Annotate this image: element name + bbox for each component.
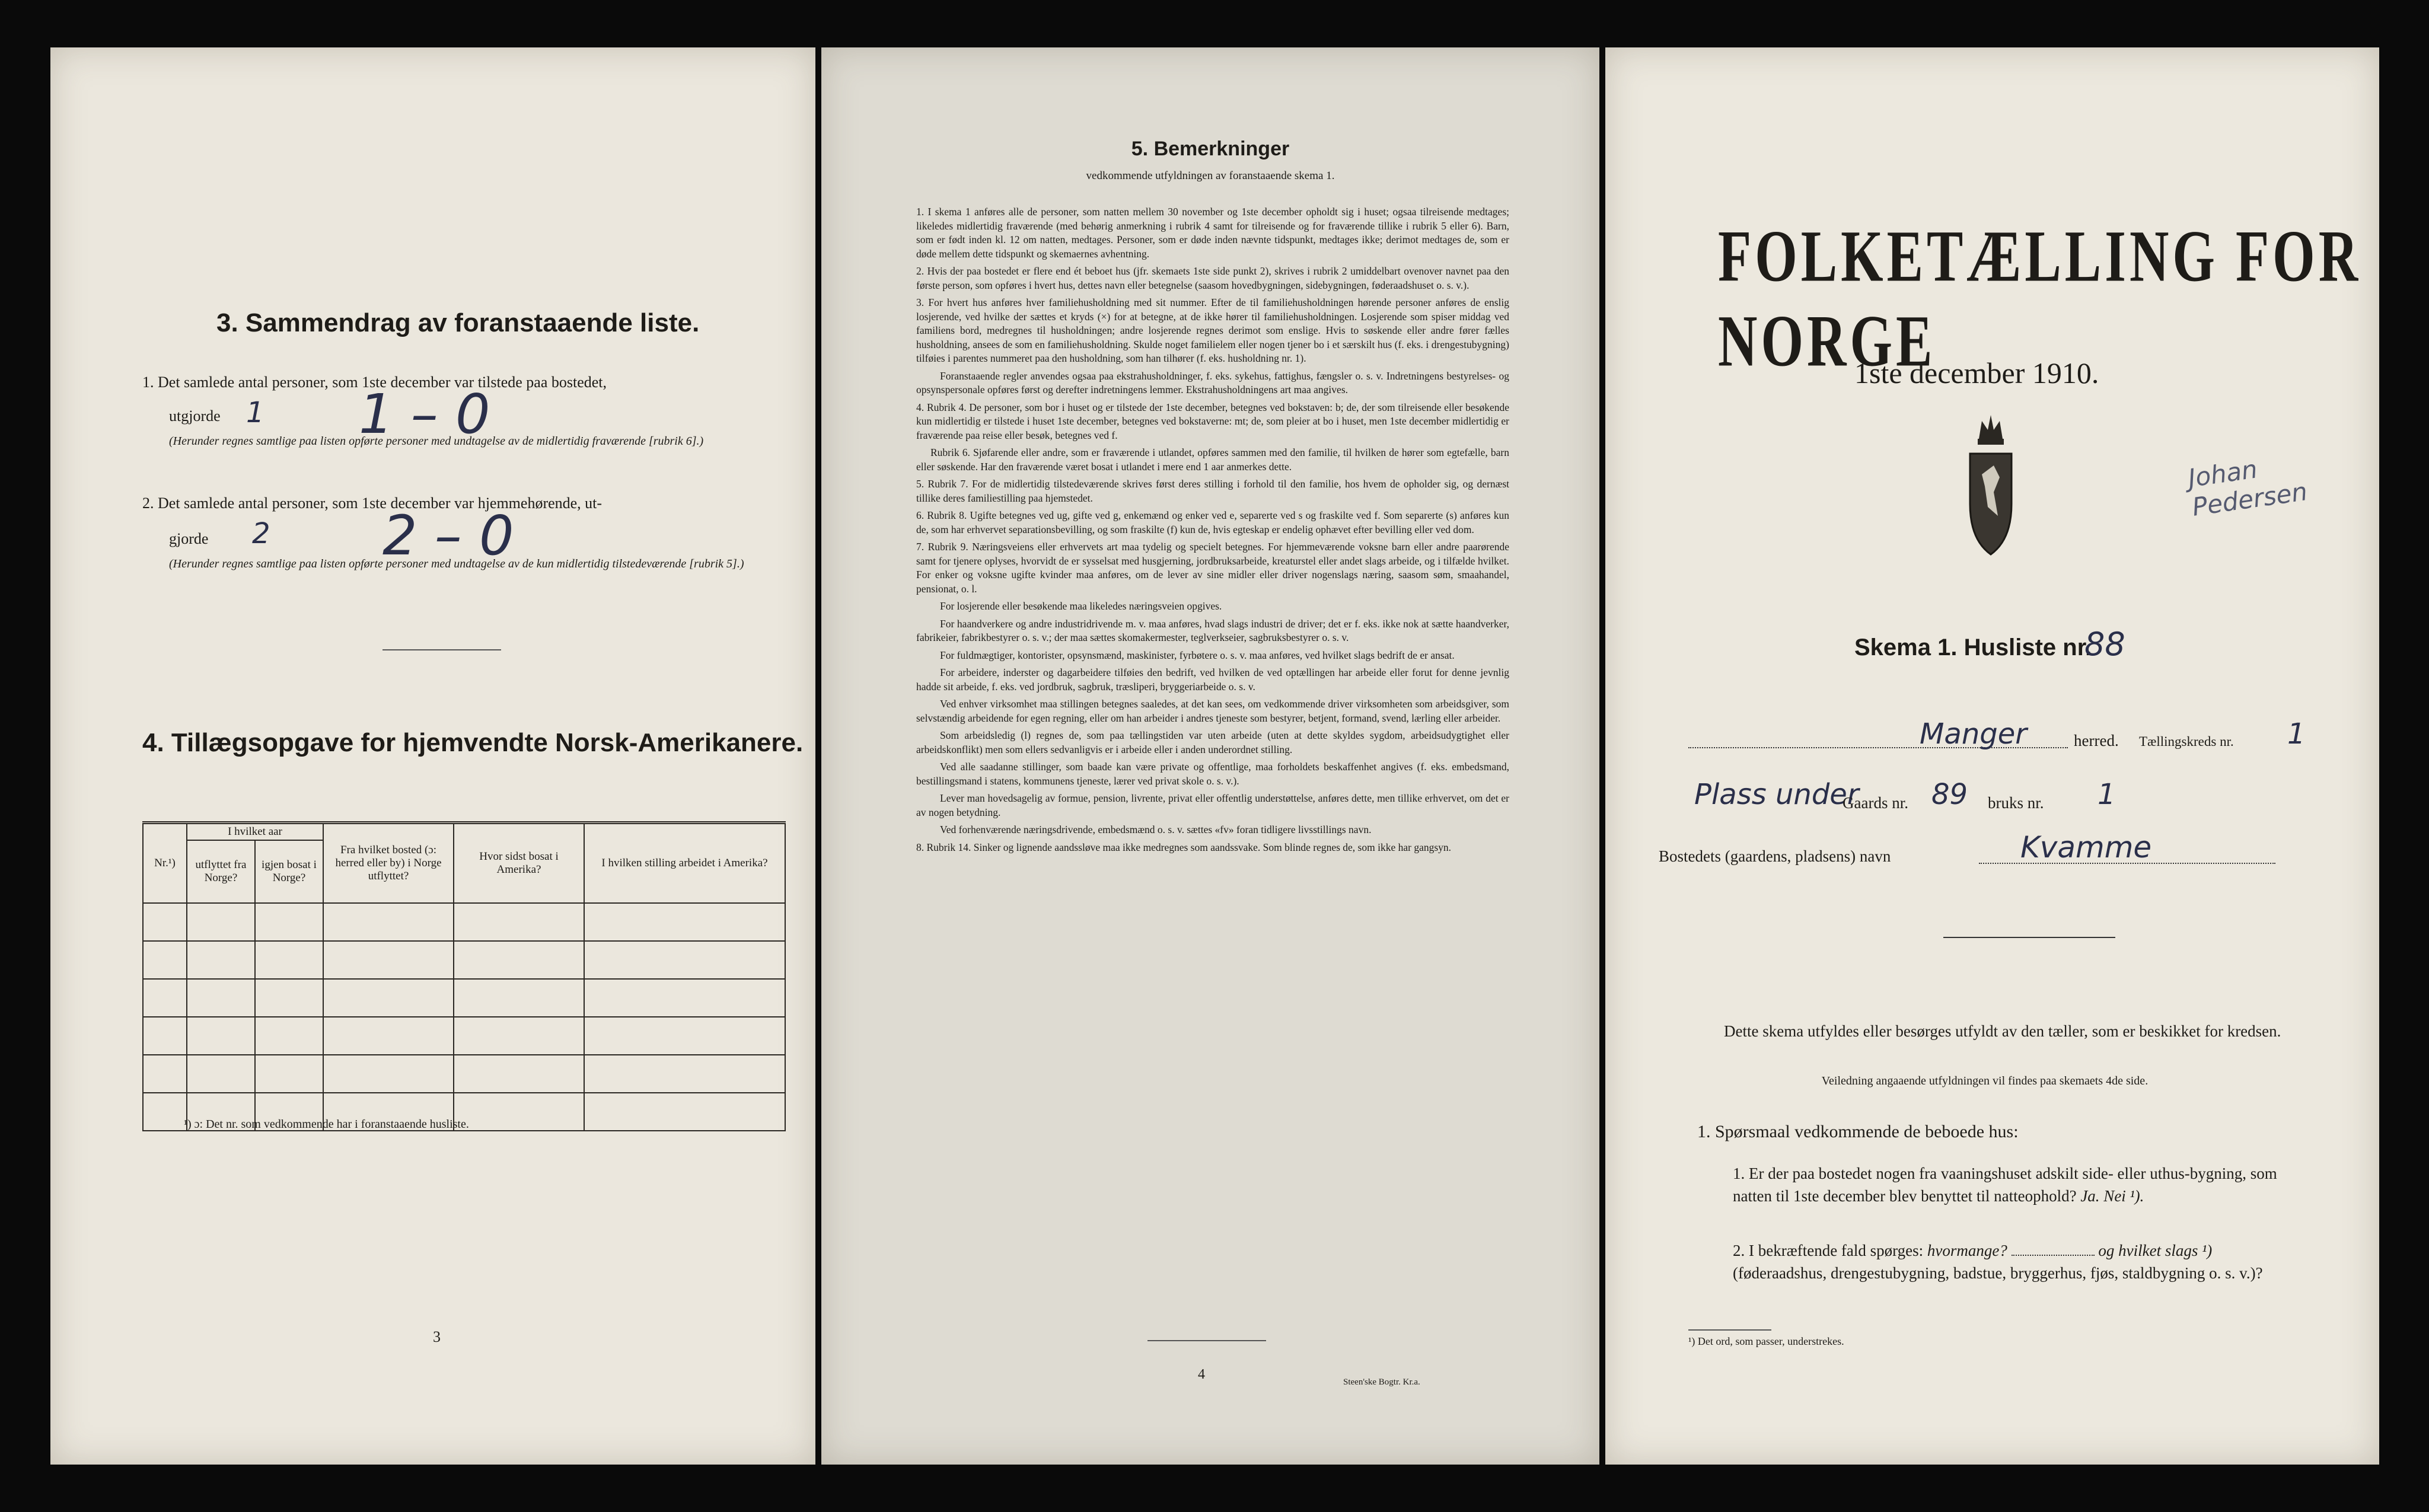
table-row xyxy=(143,903,785,941)
intro-text: Dette skema utfyldes eller besørges utfyldt av den tæller, som er beskikket for kredsen. xyxy=(1724,1022,2281,1040)
footnote-rule xyxy=(1688,1329,1771,1331)
margin-note: Johan Pedersen xyxy=(2186,454,2309,522)
item2-text: 2. Det samlede antal personer, som 1ste december var hjemmehørende, ut- xyxy=(142,495,603,512)
q1-title: 1. Spørsmaal vedkommende de beboede hus: xyxy=(1697,1122,2019,1141)
ornament-divider xyxy=(1943,937,2115,938)
page-number-4: 4 xyxy=(1198,1367,1205,1382)
bruks-value: 1 xyxy=(2098,778,2116,811)
item2-annotation: 2 – 0 xyxy=(382,504,514,567)
note-3: 3. For hvert hus anføres hver familiehusholdning med sit nummer. Efter de til familiehusholdningen hørende personer anføres de enslig losjerende, ved hvilke der sættes et kryds (×) for at betegne, at de ikke hører til familiehusholdningen. Losjerende som spiser middag ved familiens bord, medregnes til husholdningen; andre losjerende regnes derimot som enslige. Hvis to søskende eller andre fører fælles husholdning, ansees de som en familiehusholdning. Skulde noget familielem eller nogen tjener bo i et særskilt hus (f. eks. i drengestubygning) tilføies i parentes nummeret paa den husholdning, som han tilhører (f. eks. husholdning nr. 1). xyxy=(916,296,1509,364)
note-2: 2. Hvis der paa bostedet er flere end ét beboet hus (jfr. skemaets 1ste side punkt 2), skrives i rubrik 2 umiddelbart ovenover navnet paa den første person, som opføres i hvert hus, dettes navn eller betegnelse (saasom hovedbygningen, sidebygningen, føderaadshuset o. s. v.). xyxy=(916,265,1509,291)
right-page xyxy=(1605,47,2379,1465)
item2-value: 2 xyxy=(252,517,270,550)
middle-page xyxy=(821,47,1599,1465)
skema-label: Skema 1. Husliste nr. xyxy=(1854,634,2092,661)
note-7i: Lever man hovedsagelig av formue, pension, livrente, privat eller offentlig understøttelse, anføres dette, men tillike erhvervet, om det er av nogen betydning. xyxy=(916,792,1509,818)
bosted-value: Kvamme xyxy=(2020,830,2152,865)
husliste-nr: 88 xyxy=(2084,626,2125,663)
herred-value: Manger xyxy=(1920,717,2027,751)
item1-note: (Herunder regnes samtlige paa listen opførte personer med undtagelse av de midlertidig fraværende [rubrik 6].) xyxy=(169,435,704,448)
item1-label: utgjorde xyxy=(169,407,221,425)
divider xyxy=(382,649,501,650)
item2-note: (Herunder regnes samtlige paa listen opførte personer med undtagelse av de kun midlertidig tilstedeværende [rubrik 5].) xyxy=(169,557,744,570)
note-7f: Ved enhver virksomhet maa stillingen betegnes saaledes, at det kan sees, om vedkommende driver virksomheten som arbeidsgiver, som selvstændig arbeidende for egen regning, eller om han arbeider i andres tjeneste som bestyrer, betjent, formand, svend, lærling eller arbeider. xyxy=(916,698,1509,724)
q1-item1-answer: Ja. Nei ¹). xyxy=(2080,1187,2144,1205)
coat-of-arms-icon xyxy=(1961,403,2020,599)
q1-item2: 2. I bekræftende fald spørges: hvormange? og hvilket slags ¹) (føderaadshus, drengestubygning, badstue, bryggerhus, fjøs, staldbygning o. s. v.)? xyxy=(1733,1242,2263,1282)
gaards-value: 89 xyxy=(1931,778,1968,811)
table-row xyxy=(143,979,785,1017)
bosted-label: Bostedets (gaardens, pladsens) navn xyxy=(1659,847,1891,865)
bemerkninger-subtitle: vedkommende utfyldningen av foranstaaende skema 1. xyxy=(1086,170,1335,182)
middle-divider xyxy=(1147,1340,1266,1341)
left-page xyxy=(50,47,815,1465)
note-7e: For arbeidere, inderster og dagarbeidere tilføies den bedrift, ved hvilken de ved optællingen har arbeide eller forut for denne jevnlig hadde sit arbeide, f. eks. ved jordbruk, sagbruk, træsliperi, bryggeriarbeide o. s. v. xyxy=(916,666,1509,693)
section3-title: 3. Sammendrag av foranstaaende liste. xyxy=(216,308,700,337)
note-7g: Som arbeidsledig (l) regnes de, som paa tællingstiden var uten arbeide (uten at dette skyldes sygdom, arbeidsudygtighet eller arbeidskonflikt) men som ellers sedvanligvis er i arbeide eller i anden underordnet stilling. xyxy=(916,729,1509,755)
main-title: FOLKETÆLLING FOR NORGE xyxy=(1718,215,2362,382)
note-8: 8. Rubrik 14. Sinker og lignende aandssløve maa ikke medregnes som aandssvake. Som blinde regnes de, som ikke har gangsyn. xyxy=(916,841,1452,853)
table-row xyxy=(143,1055,785,1093)
item1-annotation: 1 – 0 xyxy=(359,382,490,446)
note-7c: For haandverkere og andre industridrivende m. v. maa anføres, hvad slags industri de driver; det er f. eks. ikke nok at sætte haandverker, fabrikeier, fabrikbestyrer o. s. v.; der maa sættes skomakermester, teglverkseier, sagbruksbestyrer o. s. v. xyxy=(916,617,1509,643)
note-7: 7. Rubrik 9. Næringsveiens eller erhvervets art maa tydelig og specielt betegnes. For hjemmeværende voksne barn eller andre paarørende samt for tjenere oplyses, hvorvidt de er sysselsat med husgjerning, jordbruksarbeide, kreaturstel eller andet slags arbeide, og i tilfælde hvilket. For enker og voksne ugifte kvinder maa anføres, om de lever av sine midler eller driver nogenslags næring, saasom søm, smaahandel, pensionat, o. l. xyxy=(916,541,1509,595)
herred-label: herred. xyxy=(2074,732,2119,749)
note-7h: Ved alle saadanne stillinger, som baade kan være private og offentlige, maa forholdets beskaffenhet angives (f. eks. embedsmand, bestillingsmand i statens, kommunens tjeneste, lærer ved privat skole o. s. v.). xyxy=(916,761,1509,787)
note-6: 6. Rubrik 8. Ugifte betegnes ved ug, gifte ved g, enkemænd og enker ved e, separerte ved s og fraskilte ved f. Som separerte (s) anføres kun de, som har erhvervet separationsbevilling, og som fraskilte (f) kun de, hvis egteskap er endelig ophævet efter bevilling eller ved dom. xyxy=(916,509,1509,535)
bemerkninger-body xyxy=(916,205,1509,858)
section4-title: 4. Tillægsopgave for hjemvendte Norsk-Amerikanere. xyxy=(142,728,804,757)
item1-text: 1. Det samlede antal personer, som 1ste december var tilstede paa bostedet, xyxy=(142,374,607,391)
place-value: Plass under xyxy=(1694,778,1859,811)
table-row xyxy=(143,941,785,979)
kreds-value: 1 xyxy=(2287,717,2306,751)
col-stilling: I hvilken stilling arbeidet i Amerika? xyxy=(584,823,785,904)
census-date: 1ste december 1910. xyxy=(1854,356,2099,390)
col-nr: Nr.¹) xyxy=(143,823,187,904)
col-group: I hvilket aar xyxy=(187,823,323,841)
guide-text: Veiledning angaaende utfyldningen vil findes paa skemaets 4de side. xyxy=(1821,1074,2149,1087)
note-5: 5. Rubrik 7. For de midlertidig tilstedeværende skrives først deres stilling i forhold til den familie, hos hvem de opholder sig, og dernæst tillike deres familiestilling paa hjemstedet. xyxy=(916,478,1509,504)
note-4: 4. Rubrik 4. De personer, som bor i huset og er tilstede der 1ste december, betegnes ved bokstaven: b; de, der som tilreisende eller besøkende kun midlertidig er tilstede i huset 1ste december, betegnes ved bokstaverne: mt; de, som pleier at bo i huset, men 1ste december midlertidig er fraværende paa reise eller besøk, betegnes ved f. xyxy=(916,401,1509,441)
col-igjen: igjen bosat i Norge? xyxy=(255,840,323,903)
col-amerika: Hvor sidst bosat i Amerika? xyxy=(454,823,584,904)
item1-value: 1 xyxy=(246,396,264,429)
left-footnote: ¹) ɔ: Det nr. som vedkommende har i foranstaaende husliste. xyxy=(184,1118,469,1131)
gaards-label: Gaards nr. xyxy=(1843,794,1908,812)
printer-mark: Steen'ske Bogtr. Kr.a. xyxy=(1343,1377,1420,1387)
q1-item1: 1. Er der paa bostedet nogen fra vaaningshuset adskilt side- eller uthus-bygning, som natten til 1ste december blev benyttet til natteophold? Ja. Nei ¹). xyxy=(1733,1165,2277,1205)
page-number-3: 3 xyxy=(433,1328,441,1345)
note-7b: For losjerende eller besøkende maa likeledes næringsveien opgives. xyxy=(940,600,1222,612)
note-7j: Ved forhenværende næringsdrivende, embedsmænd o. s. v. sættes «fv» foran tidligere livsstillings navn. xyxy=(940,824,1372,835)
note-4b: Rubrik 6. Sjøfarende eller andre, som er fraværende i utlandet, opføres sammen med den familie, til hvilken de hører som egtefælle, barn eller søskende. Har den fraværende været bosat i utlandet i mere end 1 aar anmerkes dette. xyxy=(916,446,1509,473)
bemerkninger-title: 5. Bemerkninger xyxy=(1131,138,1290,160)
col-utflyttet: utflyttet fra Norge? xyxy=(187,840,255,903)
item2-label: gjorde xyxy=(169,530,209,547)
col-bosted: Fra hvilket bosted (ɔ: herred eller by) i Norge utflyttet? xyxy=(323,823,454,904)
bruks-label: bruks nr. xyxy=(1988,794,2044,812)
norsk-amerikanere-table xyxy=(142,821,786,1131)
note-3b: Foranstaaende regler anvendes ogsaa paa ekstrahusholdninger, f. eks. sykehus, fattighus, fængsler o. s. v. Indretningens bestyrelses- og opsynspersonale opføres først og derefter indretningens lemmer. Ekstrahusholdningens art maa angives. xyxy=(916,369,1509,395)
right-footnote: ¹) Det ord, som passer, understrekes. xyxy=(1688,1335,1844,1347)
note-7d: For fuldmægtiger, kontorister, opsynsmænd, maskinister, fyrbøtere o. s. v. maa anføres, ved hvilket slags bedrift de er ansat. xyxy=(940,649,1455,661)
kreds-label: Tællingskreds nr. xyxy=(2139,734,2234,749)
table-row xyxy=(143,1017,785,1055)
note-1: 1. I skema 1 anføres alle de personer, som natten mellem 30 november og 1ste december opholdt sig i huset; ogsaa tilreisende medtages; likeledes midlertidig fraværende (med behørig anmerkning i rubrik 4 samt for tilreisende og for fraværende tillike i rubrik 5 eller 6). Barn, som er født inden kl. 12 om natten, medtages. Personer, som er døde inden nævnte tidspunkt, medtages ikke; derimot medtages de, som er døde mellem dette tidspunkt og skemaernes avhentning. xyxy=(916,206,1509,260)
